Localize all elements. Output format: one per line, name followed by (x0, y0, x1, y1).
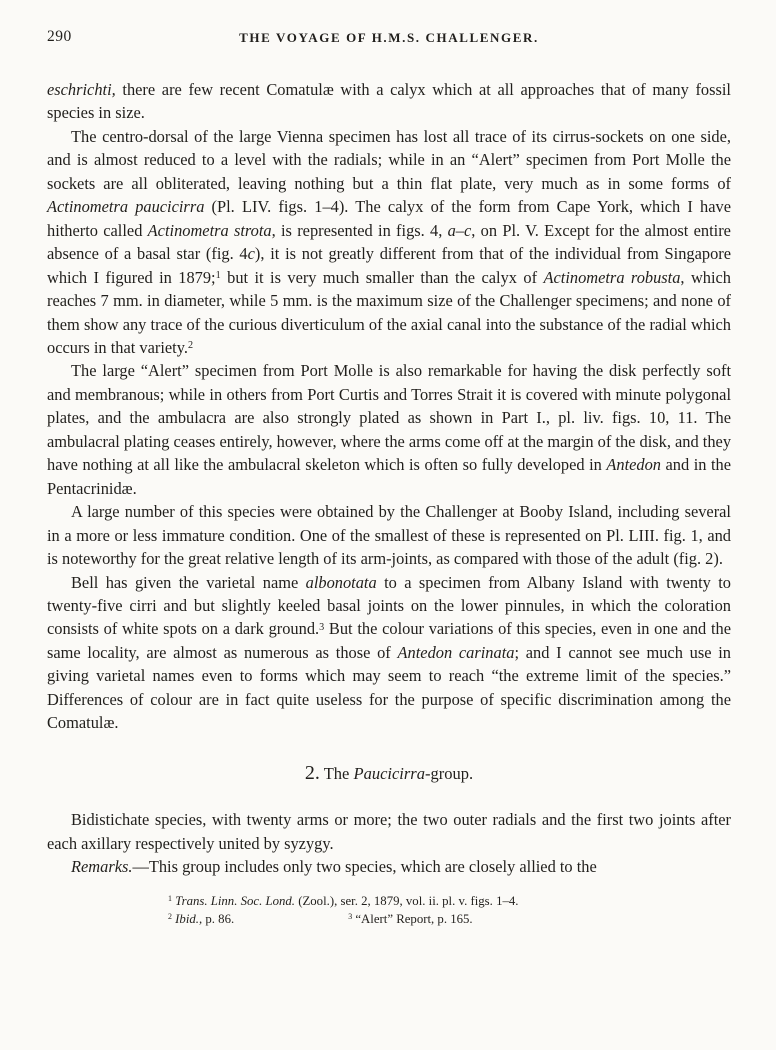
page-number: 290 (47, 28, 72, 45)
running-title: THE VOYAGE OF H.M.S. CHALLENGER. (239, 30, 539, 45)
paragraph-remarks: Remarks.—This group includes only two species, which are closely allied to the (71, 857, 597, 877)
footnote-2: $^2$ Ibid., p. 86. (168, 912, 235, 926)
section-heading: 2. The Paucicirra-group. (304, 761, 474, 784)
paragraph-centro-dorsal: The centro-dorsal of the large Vienna specimen has lost all trace of its cirrus-sockets on one side, and is almost reduced to a level with the radials; while in an “Alert” specimen from Port Molle the sockets are all obliterated, leaving nothing but a thin flat plate, very much as in some forms of Actinometra paucicirra (Pl. LIV. figs. 1–4). The calyx of the form from Cape York, which I have hitherto called Actinometra strota, is represented in figs. 4, a–c, on Pl. V. Except for the almost entire absence of a basal star (fig. 4c), it is not greatly different from that of the individual from Singapore which I figured in 1879;$^1$ but it is very much smaller than the calyx of Actinometra robusta, which reaches 7 mm. in diameter, while 5 mm. is the maximum size of the Challenger specimens; and none of them show any trace of the curious diverticulum of the axial canal into the substance of the radial which occurs in that variety.$^2$ (47, 126, 732, 357)
paragraph-bidistichate: Bidistichate species, with twenty arms or more; the two outer radials and the first two joints after each axillary respectively united by syzygy. (47, 810, 731, 853)
paragraph-continuation: eschrichti, there are few recent Comatulæ with a calyx which at all approaches that of many fossil species in size. (47, 80, 731, 123)
text-block (47, 78, 731, 929)
footnote-1: $^1$ Trans. Linn. Soc. Lond. (Zool.), ser. 2, 1879, vol. ii. pl. v. figs. 1–4. (168, 893, 519, 908)
paragraph-booby-island: A large number of this species were obtained by the Challenger at Booby Island, including several in a more or less immature condition. One of the smallest of these is represented on Pl. LIII. fig. 1, and is noteworthy for the great relative length of its arm-joints, as compared with those of the adult (fig. 2). (47, 502, 731, 569)
paragraph-albonotata: Bell has given the varietal name albonotata to a specimen from Albany Island with twenty to twenty-five cirri and but slightly keeled basal joints on the lower pinnules, in which the coloration consists of white spots on a dark ground.$^3$ But the colour variations of this species, even in one and the same locality, are almost as numerous as those of Antedon carinata; and I cannot see much use in giving varietal names even to forms which may seem to reach “the extreme limit of the species.” Differences of colour are in fact quite useless for the purpose of specific discrimination among the Comatulæ. (47, 572, 732, 733)
footnote-3: $^3$ “Alert” Report, p. 165. (348, 912, 473, 926)
footnotes (47, 892, 731, 929)
paragraph-alert-specimen: The large “Alert” specimen from Port Molle is also remarkable for having the disk perfectly soft and membranous; while in others from Port Curtis and Torres Strait it is covered with minute polygonal plates, and the ambulacra are also strongly plated as shown in Part I., pl. liv. figs. 10, 11. The ambulacral plating ceases entirely, however, where the arms come off at the margin of the disk, and they have nothing at all like the ambulacral skeleton which is often so fully developed in Antedon and in the Pentacrinidæ. (47, 361, 732, 498)
footnote-row (168, 910, 731, 929)
page-header (47, 28, 731, 50)
